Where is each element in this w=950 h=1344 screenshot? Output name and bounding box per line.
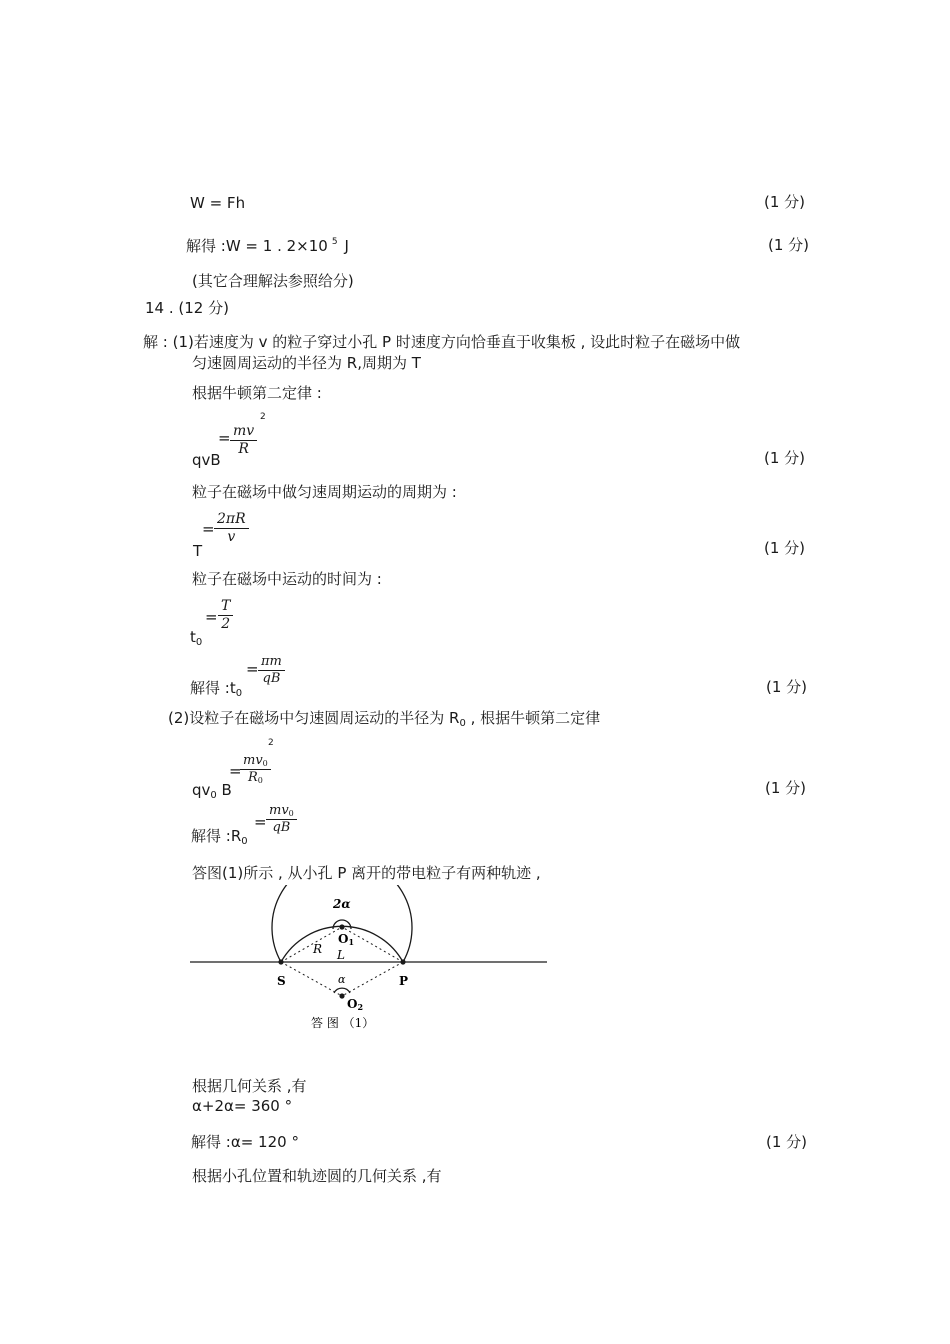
label-s: S bbox=[277, 974, 286, 988]
exponent-2: 2 bbox=[268, 738, 274, 748]
score-5: (1 分) bbox=[766, 678, 808, 696]
formula-2pir-over-v: $\frac{2\pi R}{v}$ bbox=[214, 512, 249, 544]
label-p: P bbox=[399, 974, 409, 988]
score-7: (1 分) bbox=[766, 1133, 808, 1151]
figure-intro-text: 答图(1)所示 , 从小孔 P 离开的带电粒子有两种轨迹 , bbox=[192, 864, 541, 882]
score-1: (1 分) bbox=[764, 193, 806, 211]
hole-geometry-text: 根据小孔位置和轨迹圆的几何关系 ,有 bbox=[192, 1167, 442, 1185]
solution-line-1: 解 : (1)若速度为 v 的粒子穿过小孔 P 时速度方向恰垂直于收集板 , 设此时粒子在磁场中做 bbox=[143, 333, 741, 351]
qv0b-label: $qv_0$ B bbox=[192, 781, 232, 801]
equals-sign: = bbox=[246, 660, 259, 678]
t0-solve-label: 解得 $:t_0$ bbox=[190, 679, 243, 699]
exponent-2: 2 bbox=[260, 412, 266, 422]
time-text: 粒子在磁场中运动的时间为 : bbox=[192, 570, 382, 588]
score-6: (1 分) bbox=[765, 779, 807, 797]
t-label: T bbox=[193, 542, 203, 560]
radius-s-o2 bbox=[281, 962, 342, 996]
label-r: R bbox=[313, 942, 323, 956]
newton-second-law-text: 根据牛顿第二定律 : bbox=[192, 384, 322, 402]
radius-p-o2 bbox=[342, 962, 403, 996]
equals-sign: = bbox=[202, 520, 215, 538]
label-o2: O2 bbox=[347, 997, 364, 1012]
eq-w-solve: 解得 :W = 1 . 2×10 $^5$ J bbox=[186, 237, 349, 255]
score-2: (1 分) bbox=[768, 236, 810, 254]
qvb-label: qvB bbox=[192, 451, 221, 469]
point-o2 bbox=[339, 993, 344, 998]
formula-t-over-2: $\frac{T}{2}$ bbox=[218, 599, 233, 631]
formula-mv2-over-r: $\frac{mv}{R}$ bbox=[230, 424, 257, 456]
formula-mv0-2-over-r0: $\frac{mv0}{R0}$ bbox=[240, 754, 271, 786]
question-14-heading: 14 . (12 分) bbox=[145, 299, 229, 317]
point-o1 bbox=[339, 924, 344, 929]
equals-sign: = bbox=[205, 608, 218, 626]
score-4: (1 分) bbox=[764, 539, 806, 557]
period-text: 粒子在磁场中做匀速周期运动的周期为 : bbox=[192, 483, 457, 501]
geometry-text: 根据几何关系 ,有 bbox=[192, 1077, 307, 1095]
eq-w-fh: W = Fh bbox=[190, 194, 246, 212]
figure-caption: 答 图 （1） bbox=[311, 1016, 375, 1030]
solution-line-2: 匀速圆周运动的半径为 R,周期为 T bbox=[192, 354, 421, 372]
formula-pim-over-qb: $\frac{\pi m}{qB}$ bbox=[258, 655, 285, 685]
equals-sign: = bbox=[218, 429, 231, 447]
equals-sign: = bbox=[254, 813, 267, 831]
part-2-text: (2)设粒子在磁场中匀速圆周运动的半径为 $R_0$ , 根据牛顿第二定律 bbox=[168, 709, 601, 729]
other-methods-note: (其它合理解法参照给分) bbox=[192, 272, 354, 290]
score-3: (1 分) bbox=[764, 449, 806, 467]
angle-mark-alpha bbox=[334, 988, 350, 993]
label-2alpha: 2α bbox=[333, 897, 351, 911]
equals-sign: = bbox=[229, 762, 242, 780]
alpha-equation: α+2α= 360 ° bbox=[192, 1097, 293, 1115]
label-l: L bbox=[337, 948, 345, 962]
alpha-solve: 解得 :α= 120 ° bbox=[191, 1133, 299, 1151]
label-o1: O1 bbox=[338, 932, 355, 947]
point-s bbox=[278, 959, 283, 964]
trajectory-figure bbox=[185, 885, 555, 1035]
t0-label: $t_0$ bbox=[190, 628, 203, 648]
radius-s-o1 bbox=[281, 927, 342, 962]
label-alpha: α bbox=[338, 973, 346, 986]
formula-mv0-over-qb: $\frac{mv0}{qB}$ bbox=[266, 804, 297, 835]
r0-solve-label: 解得 $:R_0$ bbox=[191, 827, 248, 847]
point-p bbox=[400, 959, 405, 964]
